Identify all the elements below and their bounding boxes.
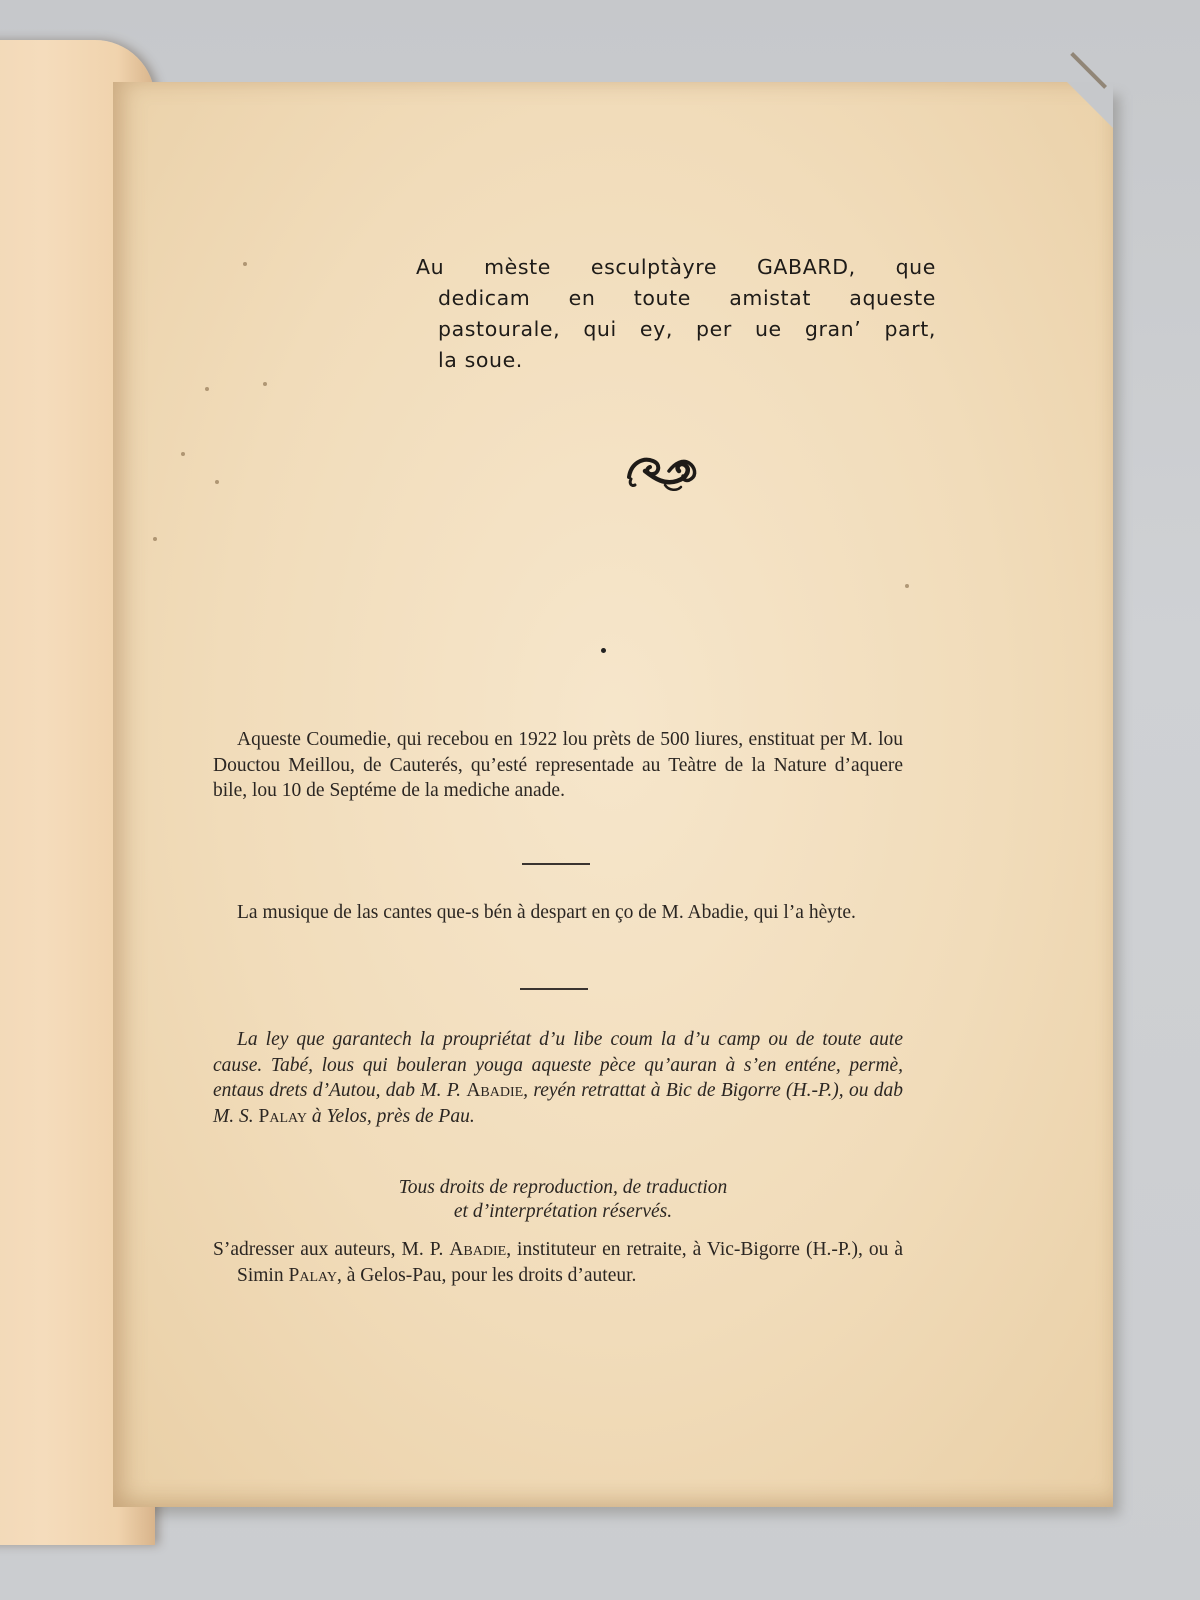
author-name: Palay (258, 1105, 307, 1127)
law-text-part: à Yelos, près de Pau. (311, 1105, 475, 1127)
dog-ear-corner (1067, 82, 1113, 128)
law-text-part: La ley que garantech la proupriétat d’u libe coum la d’u camp ou de toute aute cause. Tabé, lous qui bouleran youga aqueste pèce qu’auran à s’en enténe, permè, entaus drets d’Autou, dab M. P. (213, 1029, 903, 1101)
dedication (416, 252, 936, 376)
rights-line: Tous droits de reproduction, de traduction (398, 1177, 728, 1198)
law-text-part: , reyén retrattat à Bic de Bigorre (H.-P.), ou dab M. S. (213, 1080, 903, 1127)
rights-reserved-notice (263, 1176, 863, 1224)
contact-text (213, 1237, 903, 1288)
printed-dot (601, 648, 606, 653)
rights-line: et d’interprétation réservés. (453, 1201, 673, 1222)
prize-text: Aqueste Coumedie, qui recebou en 1922 lou prèts de 500 liures, enstituat per M. lou Douctou Meillou, de Cauterés, qu’esté representade au Teàtre de la Nature d’aquere bile, lou 10 de Septéme de la mediche anade. (213, 729, 903, 801)
law-paragraph (213, 1027, 903, 1129)
fleuron-icon (625, 449, 703, 493)
author-name: Abadie (449, 1239, 507, 1260)
contact-paragraph (213, 1237, 903, 1288)
separator-rule (522, 863, 590, 865)
dedication-line: dedicam en toute amistat aqueste (438, 286, 936, 310)
contact-text-part: , instituteur en retraite, à Vic-Bigorre (H.-P.), ou à Simin (237, 1239, 903, 1286)
separator-rule (520, 988, 588, 990)
author-name: Abadie (466, 1080, 524, 1101)
contact-text-part: , à Gelos-Pau, pour les droits d’auteur. (336, 1264, 637, 1286)
foxing-speck (205, 387, 209, 391)
dedication-line: Au mèste esculptàyre GABARD, que (416, 255, 936, 279)
dedication-line: la soue. (438, 348, 523, 372)
law-text (213, 1027, 903, 1129)
dedication-line: pastourale, qui ey, per ue gran’ part, (438, 317, 936, 341)
foxing-speck (181, 452, 185, 456)
music-paragraph (213, 900, 903, 926)
prize-paragraph (213, 727, 903, 804)
music-text: La musique de las cantes que-s bén à despart en ço de M. Abadie, qui l’a hèyte. (237, 902, 856, 923)
foxing-speck (153, 537, 157, 541)
author-name: Palay (288, 1264, 337, 1286)
foxing-speck (263, 382, 267, 386)
foxing-speck (243, 262, 247, 266)
foxing-speck (905, 584, 909, 588)
book-page (113, 82, 1113, 1507)
contact-text-part: S’adresser aux auteurs, M. P. (213, 1239, 444, 1260)
foxing-speck (215, 480, 219, 484)
